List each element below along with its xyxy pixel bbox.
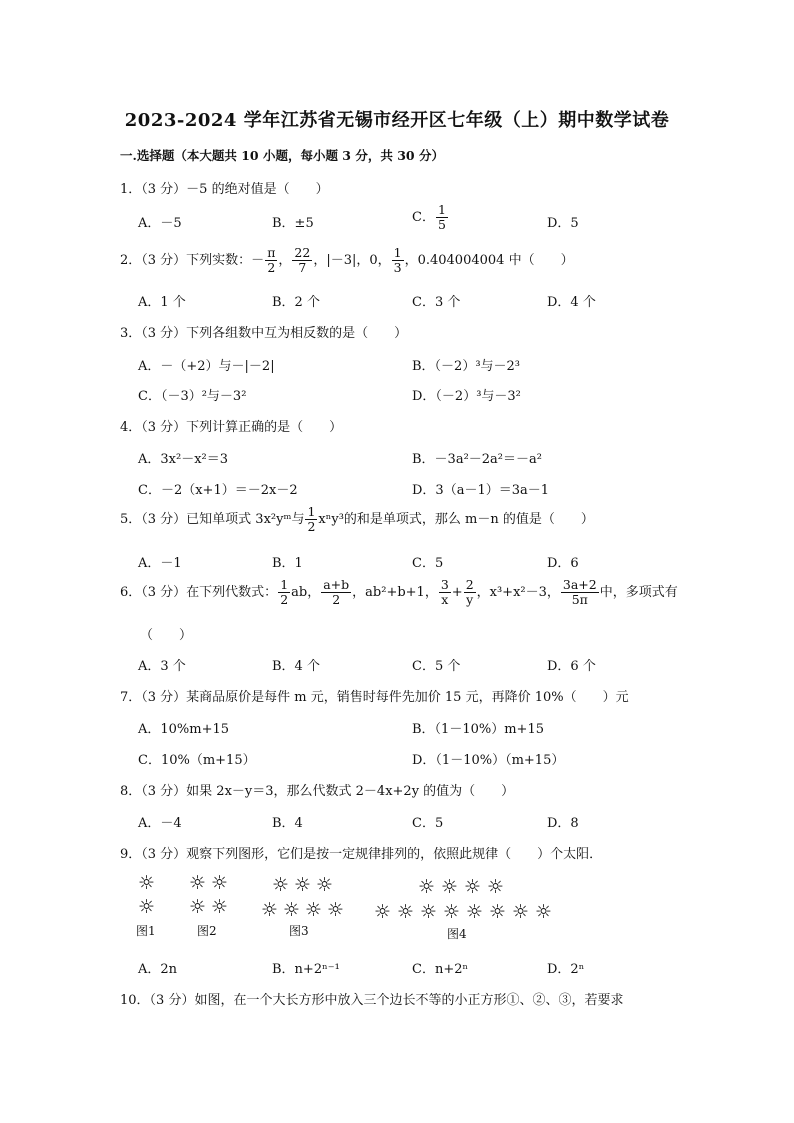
sun-icon: ☼ xyxy=(294,874,312,896)
figure-label: 图1 xyxy=(136,924,156,938)
numerator: 3a+2 xyxy=(562,577,597,592)
q8-option-a: A．－4 xyxy=(138,816,182,831)
figure-label: 图3 xyxy=(289,924,309,938)
sun-icon: ☼ xyxy=(138,896,156,918)
fraction xyxy=(439,578,451,607)
q3-option-b: B．（－2）³与－2³ xyxy=(412,359,521,374)
numerator: 1 xyxy=(280,577,289,592)
sun-icon: ☼ xyxy=(189,896,207,918)
q5-option-d: D．6 xyxy=(547,556,579,571)
q9-option-d: D．2ⁿ xyxy=(547,962,585,977)
q4-option-a: A．3x²－x²＝3 xyxy=(138,452,229,467)
q9-option-c: C．n+2ⁿ xyxy=(412,962,469,977)
q1-option-b: B．±5 xyxy=(272,216,314,231)
sun-icon: ☼ xyxy=(327,899,345,921)
q2-option-b: B．2 个 xyxy=(272,295,320,310)
numerator: 22 xyxy=(294,245,311,260)
question-1: 1．（3 分）－5 的绝对值是（ ） xyxy=(120,182,329,197)
numerator: π xyxy=(267,245,276,260)
figure-label: 图2 xyxy=(197,924,217,938)
q2-text: ， xyxy=(278,252,292,268)
q2-text: ，|－3|，0， xyxy=(313,252,391,268)
q2-option-d: D．4 个 xyxy=(547,295,596,310)
question-10: 10．（3 分）如图，在一个大长方形中放入三个边长不等的小正方形①、②、③，若要求 xyxy=(120,993,624,1008)
sun-icon: ☼ xyxy=(138,872,156,894)
sun-icon: ☼ xyxy=(316,874,334,896)
sun-icon: ☼ xyxy=(261,899,279,921)
q5-option-c: C．5 xyxy=(412,556,444,571)
fraction xyxy=(464,578,476,607)
q4-option-b: B．－3a²－2a²＝－a² xyxy=(412,452,542,467)
denominator: x xyxy=(441,591,449,607)
sun-icon: ☼ xyxy=(374,901,392,923)
q8-option-d: D．8 xyxy=(547,816,579,831)
sun-icon: ☼ xyxy=(272,874,290,896)
q6-text: 中，多项式有 xyxy=(599,584,678,600)
q8-option-b: B．4 xyxy=(272,816,303,831)
q5-option-b: B．1 xyxy=(272,556,303,571)
question-3: 3．（3 分）下列各组数中互为相反数的是（ ） xyxy=(120,326,408,341)
numerator: a+b xyxy=(323,577,350,592)
sun-icon: ☼ xyxy=(397,901,415,923)
q6-option-c: C．5 个 xyxy=(412,659,461,674)
q6-text: ，x³+x²－3， xyxy=(476,584,560,600)
q7-option-a: A．10%m+15 xyxy=(138,722,230,737)
sun-icon: ☼ xyxy=(418,876,436,898)
q2-option-c: C．3 个 xyxy=(412,295,461,310)
q6-continuation: （ ） xyxy=(140,628,193,643)
fraction xyxy=(561,578,599,607)
q7-option-c: C．10%（m+15） xyxy=(138,753,256,768)
sun-icon: ☼ xyxy=(211,872,229,894)
question-4: 4．（3 分）下列计算正确的是（ ） xyxy=(120,420,343,435)
fraction xyxy=(305,505,317,534)
sun-icon: ☼ xyxy=(305,899,323,921)
q1-option-c xyxy=(412,203,449,232)
sun-icon: ☼ xyxy=(489,901,507,923)
fraction xyxy=(265,246,277,275)
denominator: 5 xyxy=(437,216,446,232)
q1-option-d: D．5 xyxy=(547,216,579,231)
q2-option-a: A．1 个 xyxy=(138,295,186,310)
denominator: 5π xyxy=(571,591,588,607)
numerator: 1 xyxy=(393,245,402,260)
sun-icon: ☼ xyxy=(189,872,207,894)
q9-option-a: A．2n xyxy=(138,962,178,977)
q2-text: ，0.404004004 中（ ） xyxy=(404,252,574,268)
page-title: 2023-2024 学年江苏省无锡市经开区七年级（上）期中数学试卷 xyxy=(124,110,670,131)
fraction xyxy=(436,203,448,232)
sun-icon: ☼ xyxy=(420,901,438,923)
q3-option-d: D．（－2）³与－3² xyxy=(412,389,521,404)
numerator: 2 xyxy=(465,577,474,592)
sun-icon: ☼ xyxy=(487,876,505,898)
q6-option-a: A．3 个 xyxy=(138,659,186,674)
sun-icon: ☼ xyxy=(466,901,484,923)
numerator: 1 xyxy=(437,202,446,217)
q6-text: ab， xyxy=(291,584,321,600)
q8-option-c: C．5 xyxy=(412,816,444,831)
q6-text: + xyxy=(451,584,463,600)
question-6 xyxy=(120,578,678,607)
q5-text: xⁿy³的和是单项式，那么 m－n 的值是（ ） xyxy=(318,511,594,527)
denominator: y xyxy=(466,591,474,607)
sun-icon: ☼ xyxy=(512,901,530,923)
question-7: 7．（3 分）某商品原价是每件 m 元，销售时每件先加价 15 元，再降价 10%（ ）元 xyxy=(120,690,629,705)
fraction xyxy=(278,578,290,607)
sun-icon: ☼ xyxy=(283,899,301,921)
question-9: 9．（3 分）观察下列图形，它们是按一定规律排列的，依照此规律（ ）个太阳． xyxy=(120,847,603,862)
question-5 xyxy=(120,505,594,534)
q6-option-d: D．6 个 xyxy=(547,659,596,674)
q7-option-b: B．（1－10%）m+15 xyxy=(412,722,544,737)
fraction xyxy=(392,246,404,275)
q3-option-a: A．－（+2）与－|－2| xyxy=(138,359,275,374)
q5-text: 5．（3 分）已知单项式 3x²yᵐ与 xyxy=(120,511,305,527)
question-2 xyxy=(120,246,574,275)
q4-option-c: C．－2（x+1）＝－2x－2 xyxy=(138,483,298,498)
q7-option-d: D．（1－10%）（m+15） xyxy=(412,753,565,768)
q2-text: 2．（3 分）下列实数：－ xyxy=(120,252,265,268)
sun-icon: ☼ xyxy=(464,876,482,898)
q6-option-b: B．4 个 xyxy=(272,659,320,674)
section-heading: 一.选择题（本大题共 10 小题，每小题 3 分，共 30 分） xyxy=(120,148,444,163)
fraction xyxy=(321,578,351,607)
q9-option-b: B．n+2ⁿ⁻¹ xyxy=(272,962,340,977)
figure-label: 图4 xyxy=(447,927,467,941)
denominator: 2 xyxy=(267,259,276,275)
numerator: 3 xyxy=(440,577,449,592)
denominator: 3 xyxy=(393,259,402,275)
q6-text: 6．（3 分）在下列代数式： xyxy=(120,584,278,600)
sun-icon: ☼ xyxy=(441,876,459,898)
q1-option-a: A．－5 xyxy=(138,216,182,231)
question-8: 8．（3 分）如果 2x－y＝3，那么代数式 2－4x+2y 的值为（ ） xyxy=(120,784,515,799)
denominator: 2 xyxy=(332,591,341,607)
sun-icon: ☼ xyxy=(443,901,461,923)
q6-text: ，ab²+b+1， xyxy=(352,584,438,600)
sun-icon: ☼ xyxy=(535,901,553,923)
denominator: 2 xyxy=(280,591,289,607)
q4-option-d: D．3（a－1）＝3a－1 xyxy=(412,483,550,498)
denominator: 2 xyxy=(307,518,316,534)
q1-option-c-label: C． xyxy=(412,209,435,225)
numerator: 1 xyxy=(307,504,316,519)
sun-icon: ☼ xyxy=(211,896,229,918)
denominator: 7 xyxy=(298,259,307,275)
q3-option-c: C．（－3）²与－3² xyxy=(138,389,247,404)
fraction xyxy=(292,246,312,275)
q5-option-a: A．－1 xyxy=(138,556,182,571)
